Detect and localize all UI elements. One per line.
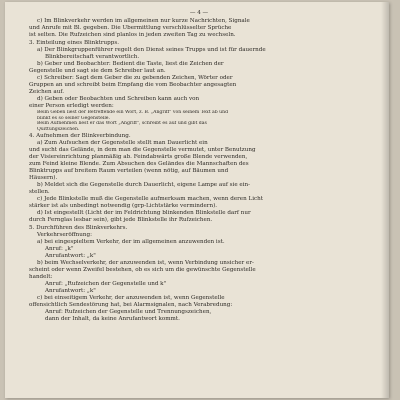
text-line: a) bei eingespieltem Verkehr, der im allgemeinen anzuwenden ist. (37, 239, 225, 246)
page-number: — 4 — (189, 10, 209, 16)
text-line: durch Fernglas lesbar sein), gibt jede Blinkstelle ihr Rufzeichen. (29, 217, 213, 224)
text-line: Gruppen an und schreibt beim Empfang die vom Beobachter angesagten (29, 82, 237, 88)
section-heading: 5. Durchführen des Blinkverkehrs. (29, 225, 128, 232)
text-lines (29, 18, 369, 323)
text-line: Anrufantwort: „k" (45, 253, 96, 260)
text-line: c) bei einseitigem Verkehr, der anzuwenden ist, wenn Gegenstelle (37, 295, 225, 302)
text-line: der Visiereinrichtung planmäßig ab. Feindabwärts große Blende verwenden, (29, 154, 248, 161)
text-line: c) Im Blinkverkehr werden im allgemeinen nur kurze Nachrichten, Signale (37, 18, 250, 24)
text-line: scheint oder wenn Zweifel bestehen, ob es sich um die gewünschte Gegenstelle (29, 267, 256, 274)
section-heading: 4. Aufnehmen der Blinkverbindung. (29, 133, 131, 140)
text-line: Quittungszeichen. (37, 126, 80, 132)
text-line: d) Geben oder Beobachten und Schreiben kann auch von (37, 96, 200, 102)
text-line: b) Geber und Beobachter: Bedient die Taste, liest die Zeichen der (37, 61, 224, 67)
text-line: stellen. (29, 189, 50, 196)
text-line: Verkehrseröffnung: (37, 232, 92, 239)
text-line: Häusern). (29, 175, 58, 182)
text-line: c) Schreiber: Sagt dem Geber die zu gebenden Zeichen, Wörter oder (37, 75, 233, 81)
text-line: offensichtlich Sendestörung hat, bei Alarmsignalen, nach Verabredung: (29, 302, 233, 309)
text-line: a) Zum Aufsuchen der Gegenstelle stellt man Dauerlicht ein (37, 140, 208, 147)
text-line: Blinktrupps auf breitem Raum verteilen (wenn nötig, auf Bäumen und (29, 168, 229, 175)
text-line: Beim Geben liest der Betreffende ein Wort, z. B. „Angriff" von seinem Text ab und (37, 110, 229, 115)
text-line: Anruf: Rufzeichen der Gegenstelle und Trennungszeichen, (45, 309, 212, 316)
text-line: Blinkbereitschaft verantwortlich. (45, 54, 140, 60)
text-line: einer Person erledigt werden: (29, 103, 114, 109)
text-line: b) Meldet sich die Gegenstelle durch Dauerlicht, eigene Lampe auf sie ein- (37, 182, 251, 189)
text-line: handelt: (29, 274, 53, 281)
document-page (5, 2, 389, 398)
text-line: c) Jede Blinkstelle muß die Gegenstelle aufmerksam machen, wenn deren Licht (37, 196, 263, 203)
text-line: Gegenstelle und sagt sie dem Schreiber laut an. (29, 68, 166, 74)
text-line: zum Feind kleine Blende. Zum Absuchen des Geländes die Mannschaften des (29, 161, 249, 168)
section-heading: 3. Einteilung eines Blinktrupps. (29, 40, 119, 46)
text-line: d) Ist eingestellt (Licht der im Feldrichtung blinkenden Blinkstelle darf nur (37, 210, 251, 217)
text-line: b) beim Wechselverkehr, der anzuwenden ist, wenn Verbindung unsicher er- (37, 260, 254, 267)
text-line: Anrufantwort: „k" (45, 288, 96, 295)
text-line: dann der Inhalt, da keine Anrufantwort kommt. (45, 316, 180, 323)
text-line: a) Der Blinkgruppenführer regelt den Dienst seines Trupps und ist für dauernde (37, 47, 266, 53)
page-text (29, 10, 369, 323)
text-line: Beim Aufnehmen liest er das Wort „Angriff", schreibt es auf und gibt das (37, 121, 207, 127)
text-line: stärker ist als unbedingt notwendig (grp-Lichtstärke vermindern). (29, 203, 218, 210)
text-line: und Anrufe mit Bl. gegeben. Die Übermittlung verschlüsselter Sprüche (29, 25, 232, 31)
text-line: und sucht das Gelände, in dem man die Gegenstelle vermutet, unter Benutzung (29, 147, 256, 154)
text-line: Anruf: „Rufzeichen der Gegenstelle und k" (45, 281, 167, 288)
text-line: Anruf: „k" (45, 246, 74, 253)
text-line: ist selten. Die Rufzeichen sind planlos in jeden zweiten Tag zu wechseln. (29, 32, 236, 38)
text-line: Zeichen auf. (29, 89, 64, 95)
text-line: blinkt es so seiner Gegenstelle. (37, 115, 110, 121)
